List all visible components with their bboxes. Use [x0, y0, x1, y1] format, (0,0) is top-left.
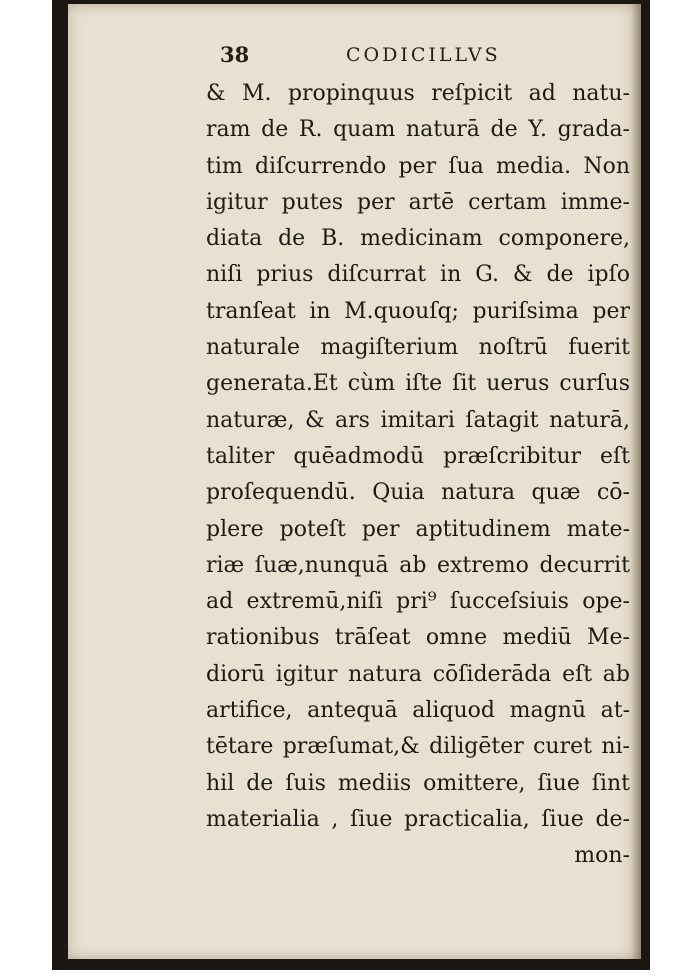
page-number: 38: [220, 42, 250, 67]
text-line: proſequendū. Quia natura quæ cō-: [206, 480, 630, 506]
text-line: taliter quēadmodū præſcribitur eſt: [206, 443, 630, 469]
text-line: generata.Et cùm iſte ſit uerus curſus: [206, 371, 630, 397]
page-edge-shadow: [631, 4, 641, 959]
text-line: plere poteſt per aptitudinem mate-: [206, 516, 630, 542]
book-page: [68, 4, 641, 959]
text-line: artifice, antequā aliquod magnū at-: [206, 698, 630, 724]
text-line: ram de R. quam naturā de Y. grada-: [206, 117, 630, 143]
text-line: diata de B. medicinam componere,: [206, 226, 630, 252]
text-line: naturæ, & ars imitari ſatagit naturā,: [206, 407, 630, 433]
text-line: tim diſcurrendo per ſua media. Non: [206, 153, 630, 179]
text-line: niſi prius diſcurrat in G. & de ipſo: [206, 262, 630, 288]
text-line: tranſeat in M.quouſq; puriſsima per: [206, 298, 630, 324]
text-line: hil de ſuis mediis omittere, ſiue ſint: [206, 770, 630, 796]
text-line: ad extremū,niſi pri⁹ ſucceſsiuis ope-: [206, 589, 630, 615]
text-line: rationibus trāſeat omne mediū Me-: [206, 625, 630, 651]
running-head: CODICILLVS: [346, 44, 501, 66]
body-text: [206, 76, 630, 875]
page-header: [68, 42, 641, 72]
text-line: naturale magiſterium noſtrū fuerit: [206, 335, 630, 361]
text-line: igitur putes per artē certam imme-: [206, 189, 630, 215]
text-line: tētare præſumat,& diligēter curet ni-: [206, 734, 630, 760]
text-line: diorū igitur natura cōſiderāda eſt ab: [206, 661, 630, 687]
catchword: mon-: [574, 843, 630, 869]
text-line: materialia , ſiue practicalia, ſiue de-: [206, 806, 630, 832]
text-line: & M. propinquus reſpicit ad natu-: [206, 81, 630, 106]
text-line: riæ ſuæ,nunquā ab extremo decurrit: [206, 552, 630, 578]
